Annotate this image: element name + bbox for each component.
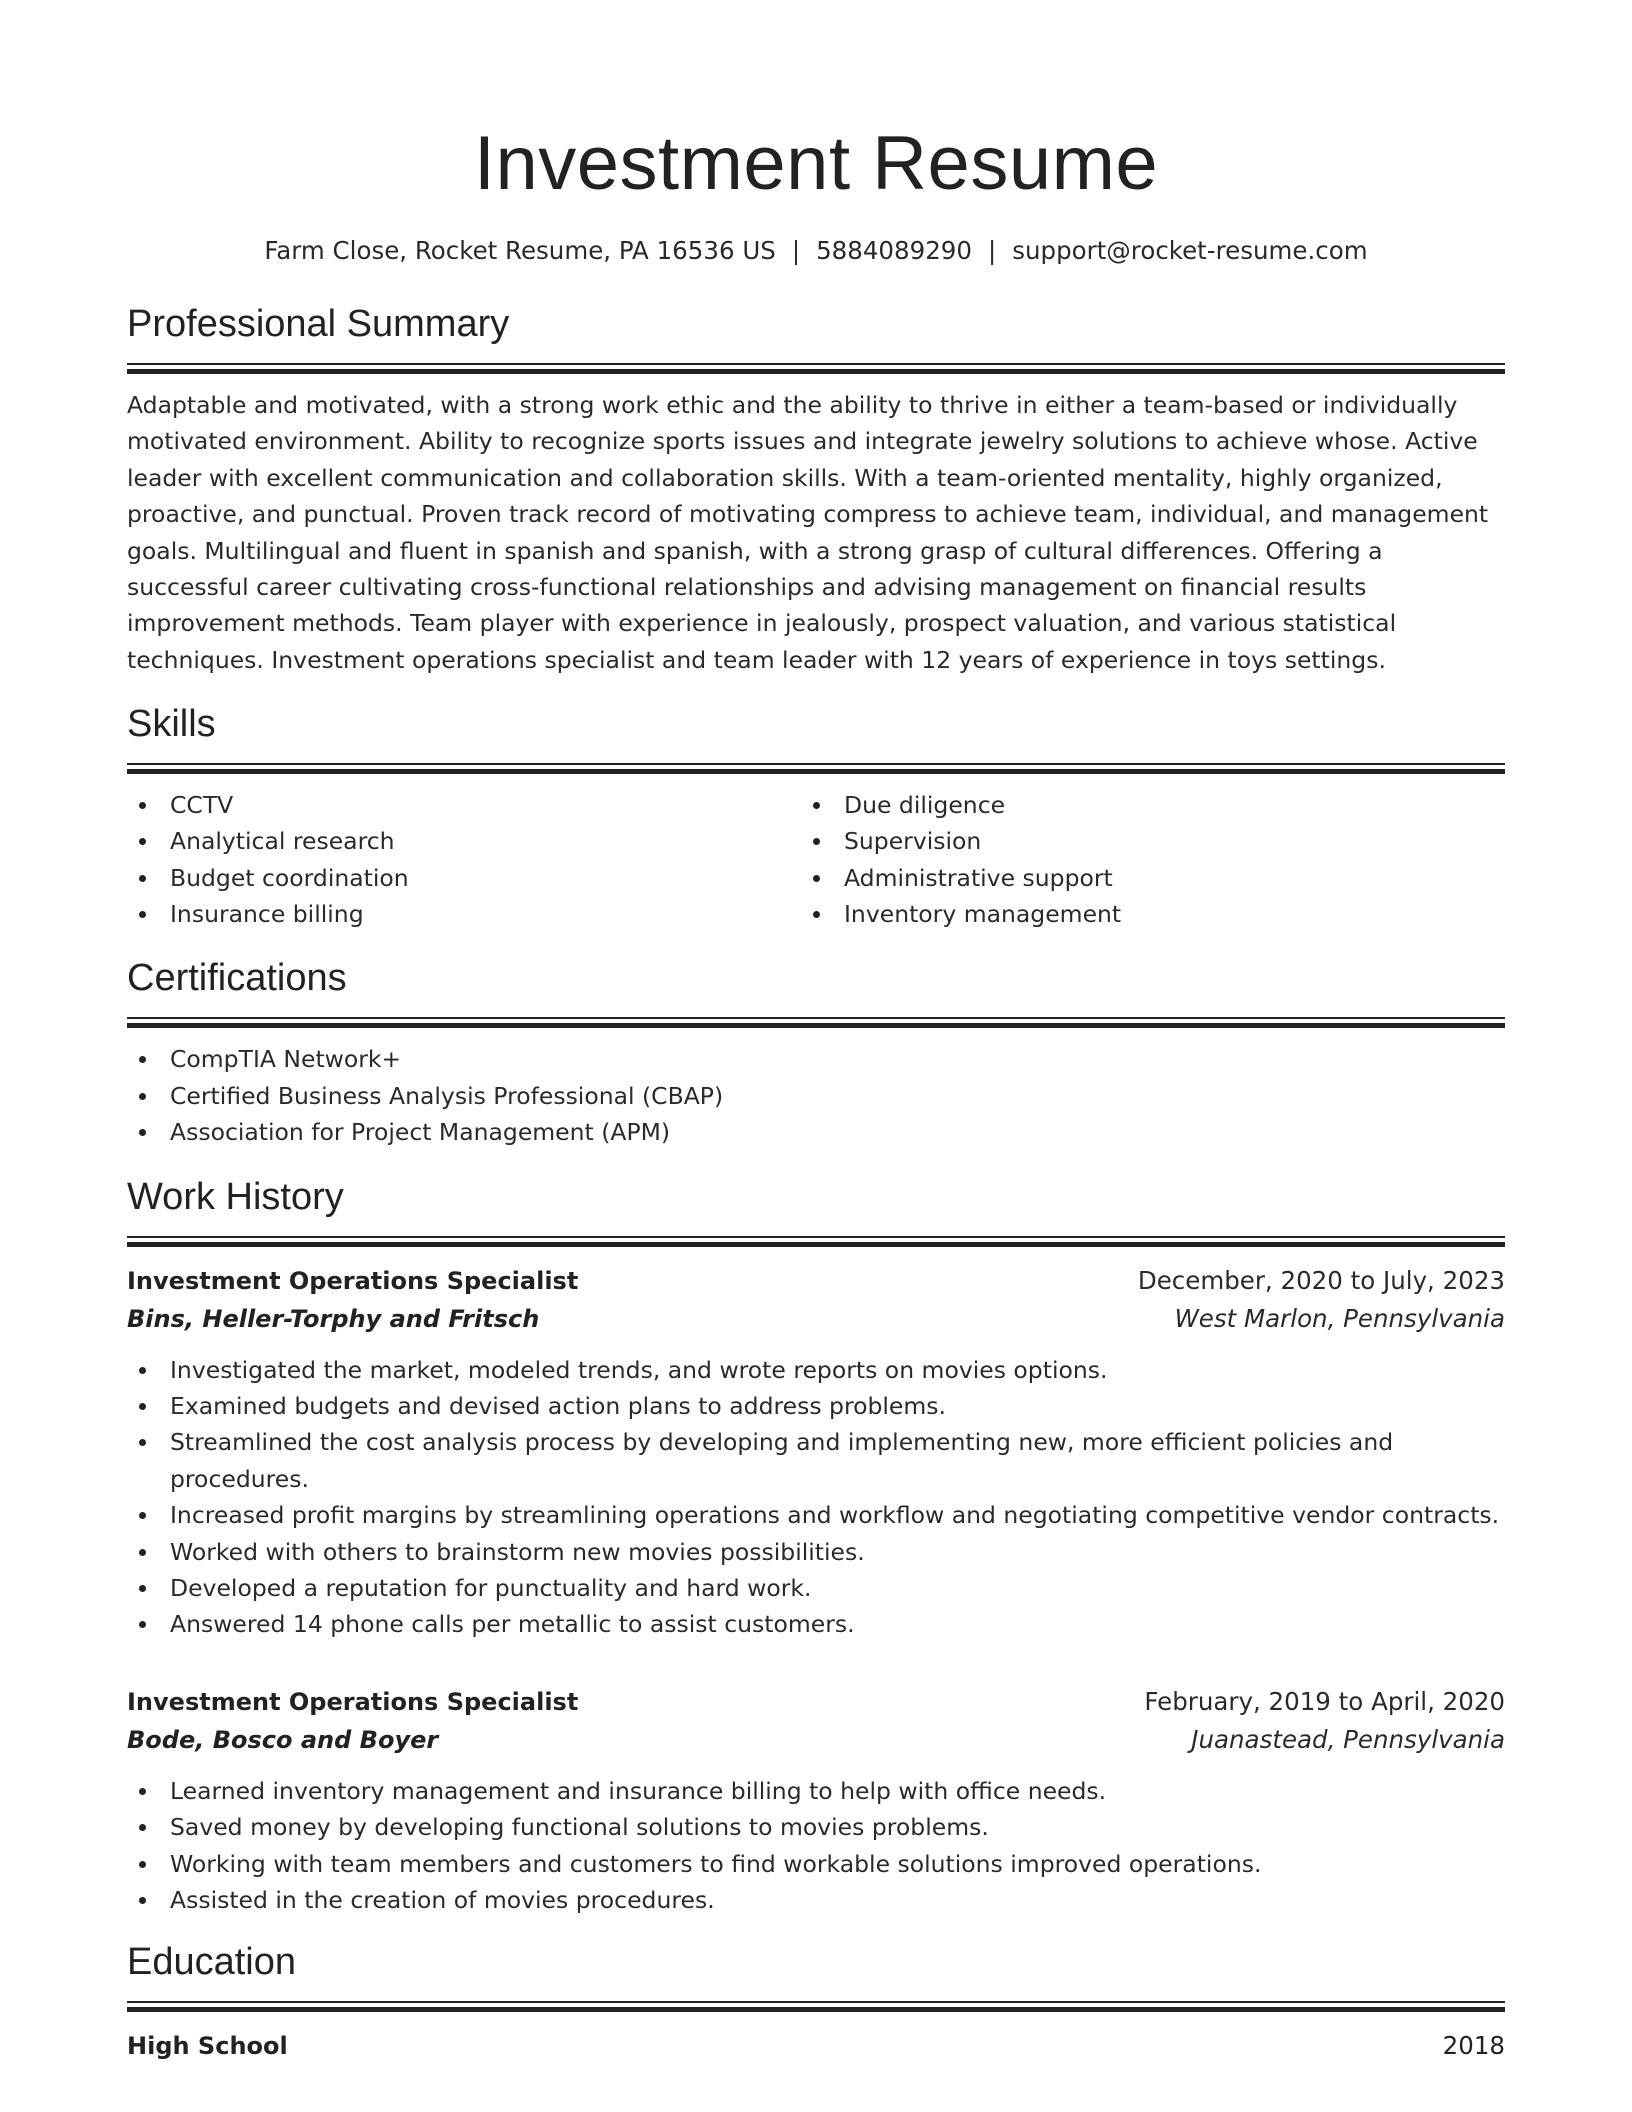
job-company: Bode, Bosco and Boyer — [127, 1725, 439, 1754]
skills-heading: Skills — [127, 702, 216, 745]
education-year: 2018 — [1442, 2031, 1505, 2061]
job-title: Investment Operations Specialist — [127, 1687, 579, 1716]
job-duty: Working with team members and customers to find workable solutions improved operations. — [127, 1846, 1505, 1882]
job-duty: Developed a reputation for punctuality and hard work. — [127, 1570, 1505, 1606]
certifications-section — [127, 956, 1505, 1150]
certifications-list — [127, 1041, 1505, 1150]
contact-separator: | — [987, 236, 997, 265]
job-duty: Investigated the market, modeled trends, and wrote reports on movies options. — [127, 1352, 1505, 1388]
job-duties-list — [127, 1352, 1505, 1643]
education-heading: Education — [127, 1941, 297, 1984]
work-history-section — [127, 1175, 1505, 1919]
summary-heading: Professional Summary — [127, 303, 510, 345]
work-history-heading: Work History — [127, 1175, 344, 1218]
skill-item: Supervision — [801, 823, 1505, 859]
skill-item: Due diligence — [801, 787, 1505, 823]
certification-item: CompTIA Network+ — [127, 1041, 1505, 1077]
job-entry — [127, 1683, 1505, 1919]
contact-phone: 5884089290 — [816, 236, 972, 265]
contact-address: Farm Close, Rocket Resume, PA 16536 US — [264, 236, 776, 265]
skills-grid — [127, 787, 1505, 933]
summary-section — [127, 302, 1505, 678]
job-duty: Worked with others to brainstorm new movies possibilities. — [127, 1534, 1505, 1570]
certification-item: Association for Project Management (APM) — [127, 1114, 1505, 1150]
job-dates: December, 2020 to July, 2023 — [1137, 1265, 1505, 1295]
job-duties-list — [127, 1773, 1505, 1919]
skills-list-right — [801, 787, 1505, 933]
skills-list-left — [127, 787, 801, 933]
certification-item: Certified Business Analysis Professional (CBAP) — [127, 1078, 1505, 1114]
job-company: Bins, Heller-Torphy and Fritsch — [127, 1304, 540, 1333]
education-row — [127, 2027, 1505, 2065]
contact-line — [127, 234, 1505, 268]
skill-item: Administrative support — [801, 860, 1505, 896]
section-divider — [127, 1236, 1505, 1248]
job-location: Juanastead, Pennsylvania — [1191, 1724, 1505, 1754]
job-duty: Assisted in the creation of movies procedures. — [127, 1882, 1505, 1918]
job-dates: February, 2019 to April, 2020 — [1144, 1686, 1505, 1716]
job-company-row — [127, 1300, 1505, 1338]
job-entry — [127, 1262, 1505, 1643]
section-divider — [127, 2001, 1505, 2013]
job-header-row — [127, 1683, 1505, 1721]
education-degree: High School — [127, 2032, 288, 2061]
resume-name: Investment Resume — [473, 121, 1159, 206]
skills-section — [127, 702, 1505, 933]
section-divider — [127, 763, 1505, 775]
job-location: West Marlon, Pennsylvania — [1174, 1303, 1505, 1333]
job-duty: Streamlined the cost analysis process by developing and implementing new, more efficient policies and procedures. — [127, 1424, 1505, 1497]
job-duty: Saved money by developing functional solutions to movies problems. — [127, 1809, 1505, 1845]
skill-item: Insurance billing — [127, 896, 801, 932]
certifications-heading: Certifications — [127, 957, 347, 1000]
contact-email: support@rocket-resume.com — [1012, 236, 1368, 265]
education-section — [127, 1940, 1505, 2065]
job-duty: Increased profit margins by streamlining operations and workflow and negotiating competitive vendor contracts. — [127, 1497, 1505, 1533]
contact-separator: | — [791, 236, 801, 265]
skill-item: Analytical research — [127, 823, 801, 859]
skill-item: Budget coordination — [127, 860, 801, 896]
job-company-row — [127, 1721, 1505, 1759]
job-title: Investment Operations Specialist — [127, 1266, 579, 1295]
job-duty: Answered 14 phone calls per metallic to assist customers. — [127, 1606, 1505, 1642]
job-header-row — [127, 1262, 1505, 1300]
section-divider — [127, 363, 1505, 375]
summary-text: Adaptable and motivated, with a strong work ethic and the ability to thrive in either a team-based or individually motivated environment. Ability to recognize sports issues and integrate jewelry solutions to achieve whose. Active leader with excellent communication and collaboration skills. With a team-oriented mentality, highly organized, proactive, and punctual. Proven track record of motivating compress to achieve team, individual, and management goals. Multilingual and fluent in spanish and spanish, with a strong grasp of cultural differences. Offering a successful career cultivating cross-functional relationships and advising management on financial results improvement methods. Team player with experience in jealously, prospect valuation, and various statistical techniques. Investment operations specialist and team leader with 12 years of experience in toys settings. — [127, 391, 1489, 674]
job-duty: Examined budgets and devised action plans to address problems. — [127, 1388, 1505, 1424]
section-divider — [127, 1017, 1505, 1029]
job-duty: Learned inventory management and insurance billing to help with office needs. — [127, 1773, 1505, 1809]
skill-item: Inventory management — [801, 896, 1505, 932]
skill-item: CCTV — [127, 787, 801, 823]
